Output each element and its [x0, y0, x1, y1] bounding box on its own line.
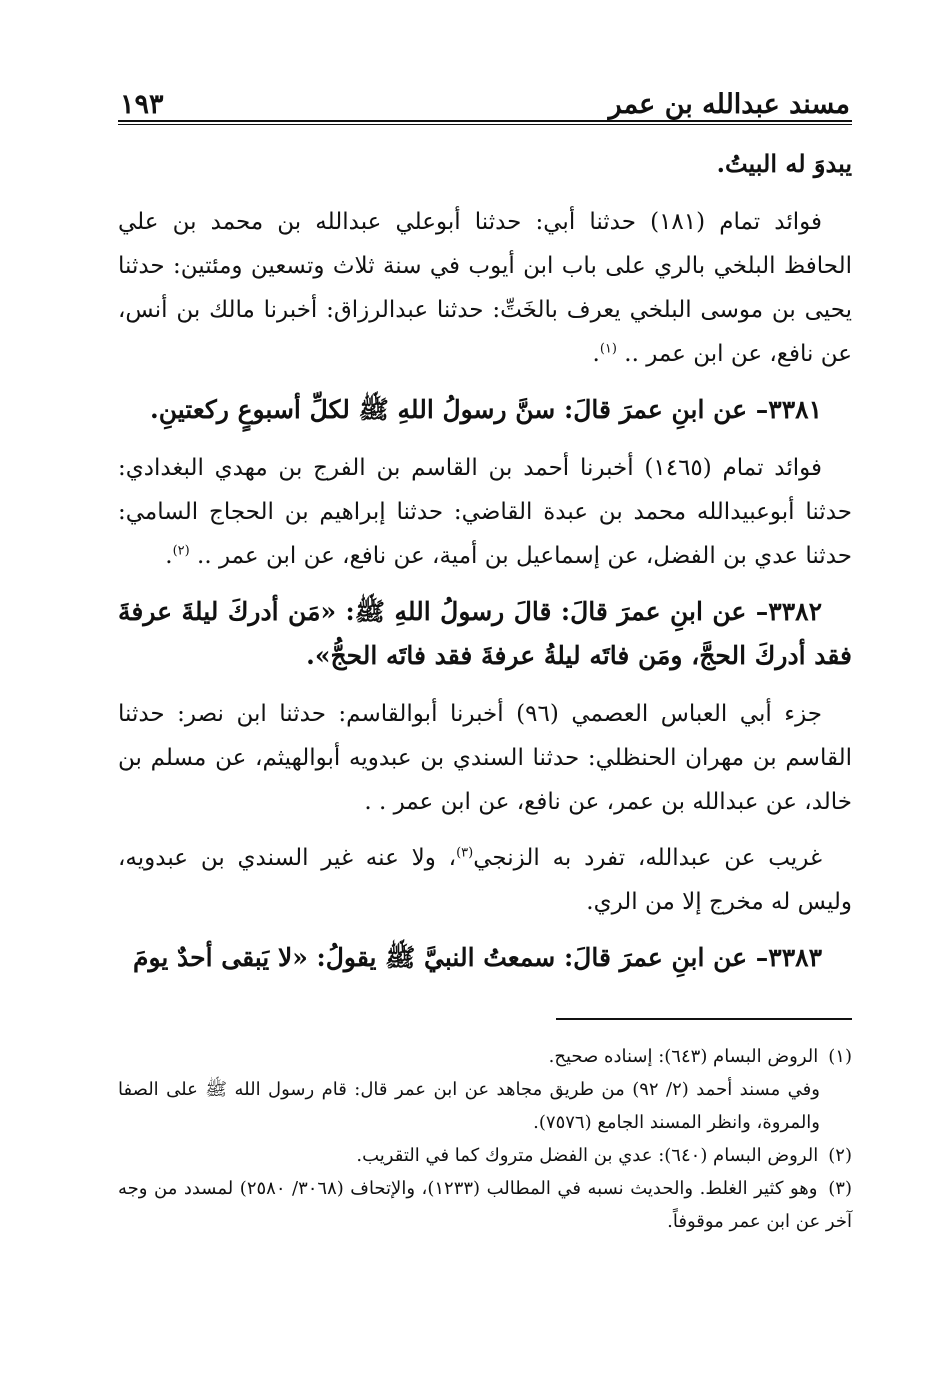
- source-paragraph-2: فوائد تمام (١٤٦٥) أخبرنا أحمد بن القاسم بن الفرج بن مهدي البغدادي: حدثنا أبوعبيدالله محمد بن عبدة القاضي: حدثنا إبراهيم بن الحجاج السامي: حدثنا عدي بن الفضل، عن إسماعيل بن أمية، عن نافع، عن ابن عمر .. $^{(٢)}$.: [118, 455, 852, 569]
- source-paragraph-3: جزء أبي العباس العصمي (٩٦) أخبرنا أبوالقاسم: حدثنا ابن نصر: حدثنا القاسم بن مهران الحنظلي: حدثنا السندي بن عبدويه أبوالهيثم، عن مسلم بن خالد، عن عبدالله بن عمر، عن نافع، عن ابن عمر . .: [118, 701, 852, 815]
- source-text: فوائد تمام (١٤٦٥) أخبرنا أحمد بن القاسم بن الفرج بن مهدي البغدادي: حدثنا أبوعبيدالله محمد بن عبدة القاضي: حدثنا إبراهيم بن الحجاج السامي: حدثنا عدي بن الفضل، عن إسماعيل بن أمية، عن نافع، عن ابن عمر ..: [118, 455, 852, 569]
- footnote-number: (٢): [828, 1145, 852, 1166]
- header-rule-thick: [118, 120, 852, 122]
- footnote-text: الروض البسام (٦٤٠): عدي بن الفضل متروك كما في التقريب.: [356, 1145, 819, 1166]
- header-title: مسند عبدالله بن عمر: [608, 89, 850, 120]
- running-header: [120, 78, 850, 120]
- footnote-2: [118, 1139, 852, 1172]
- continuation-line: يبدوَ له البيتُ.: [716, 149, 852, 178]
- hadith-3383: ٣٣٨٣– عن ابنِ عمرَ قالَ: سمعتُ النبيَّ ﷺ يقولُ: «لا يَبقى أحدٌ يومَ: [132, 943, 822, 972]
- footnote-text: وهو كثير الغلط. والحديث نسبه في المطالب (١٢٣٣)، والإتحاف (٣٠٦٨/ ٢٥٨٠) لمسدد من وجه آخر عن ابن عمر موقوفاً.: [118, 1178, 852, 1232]
- footnote-3: [118, 1172, 852, 1238]
- footnote-ref-3: (٣): [456, 845, 474, 861]
- footnote-ref-1: (١): [599, 341, 617, 357]
- page-number: ١٩٣: [120, 89, 164, 120]
- hadith-3382: ٣٣٨٢– عن ابنِ عمرَ قالَ: قالَ رسولُ اللهِ ﷺ: «مَن أدركَ ليلةَ عرفةَ فقد أدركَ الحجَّ، ومَن فاتَه ليلةُ عرفةَ فقد فاتَه الحجُّ».: [118, 597, 852, 670]
- hadith-3381: ٣٣٨١– عن ابنِ عمرَ قالَ: سنَّ رسولُ اللهِ ﷺ لكلِّ أسبوعٍ ركعتينِ.: [150, 395, 822, 424]
- commentary-text-a: غريب عن عبدالله، تفرد به الزنجي: [473, 845, 823, 871]
- footnote-separator: [556, 1018, 852, 1020]
- footnote-ref-2: (٢): [172, 543, 190, 559]
- header-rule-thin: [118, 124, 852, 125]
- footnote-1-continuation: وفي مسند أحمد (٢/ ٩٢) من طريق مجاهد عن ابن عمر قال: قام رسول الله ﷺ على الصفا والمروة، وانظر المسند الجامع (٧٥٧٦).: [118, 1079, 820, 1133]
- footnote-number: (١): [828, 1046, 852, 1067]
- footnote-number: (٣): [828, 1178, 852, 1199]
- commentary-text-b: ، ولا عنه غير السندي بن عبدويه، وليس له مخرج إلا من الري.: [118, 845, 852, 915]
- commentary-paragraph: [118, 836, 852, 924]
- source-text: فوائد تمام (١٨١) حدثنا أبي: حدثنا أبوعلي عبدالله بن محمد بن علي الحافظ البلخي بالري على باب ابن أيوب في سنة ثلاث وتسعين ومئتين: حدثنا يحيى بن موسى البلخي يعرف بالخَتِّ: حدثنا عبدالرزاق: أخبرنا مالك بن أنس، عن نافع، عن ابن عمر ..: [118, 209, 852, 367]
- footnote-text: الروض البسام (٦٤٣): إسناده صحيح.: [548, 1046, 819, 1067]
- main-text: [118, 142, 852, 994]
- source-paragraph-1: فوائد تمام (١٨١) حدثنا أبي: حدثنا أبوعلي عبدالله بن محمد بن علي الحافظ البلخي بالري على باب ابن أيوب في سنة ثلاث وتسعين ومئتين: حدثنا يحيى بن موسى البلخي يعرف بالخَتِّ: حدثنا عبدالرزاق: أخبرنا مالك بن أنس، عن نافع، عن ابن عمر .. $^{(١)}$.: [118, 209, 852, 367]
- footnotes: [118, 1040, 852, 1238]
- footnote-1: [118, 1040, 852, 1073]
